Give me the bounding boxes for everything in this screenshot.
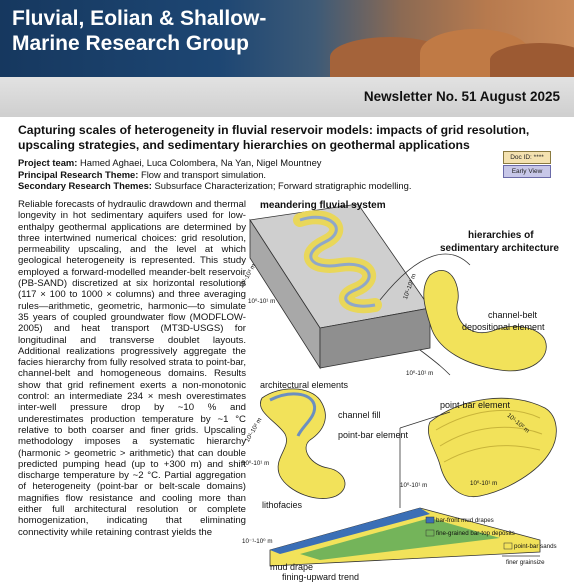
canyon-illustration xyxy=(490,43,574,77)
scale-label: 10⁰-10¹ m xyxy=(470,480,498,487)
project-team: Project team: Hamed Aghaei, Luca Colombera, Na Yan, Nigel Mountney xyxy=(18,157,322,168)
point-bar-label-1: point-bar element xyxy=(338,430,409,440)
legend-bartop: fine-grained bar-top deposits xyxy=(436,530,515,537)
scale-label: 10¹-10³ m xyxy=(238,262,258,290)
channel-belt-label-2: depositional element xyxy=(462,322,545,332)
mud-drape-label: mud drape xyxy=(270,562,314,572)
hierarchies-title-2: sedimentary architecture xyxy=(440,243,559,254)
meandering-title: meandering fluvial system xyxy=(260,200,386,211)
channel-belt-label: channel-belt xyxy=(488,310,538,320)
scale-label: 10⁰-10¹ m xyxy=(248,298,276,305)
scale-label: 10⁰-10¹ m xyxy=(400,482,428,489)
article-title: Capturing scales of heterogeneity in fluvial reservoir models: impacts of grid resolution, upscaling strategies, and sedimentary hierarchies on geothermal applications xyxy=(18,123,530,152)
scale-label: 10⁻¹-10⁰ m xyxy=(242,538,273,545)
secondary-themes: Secondary Research Themes: Subsurface Characterization; Forward stratigraphic modelling. xyxy=(18,180,412,191)
lithofacies-label: lithofacies xyxy=(262,500,303,510)
scale-label: 10⁰-10¹ m xyxy=(242,460,270,467)
legend-mud-drapes: bar-front mud drapes xyxy=(436,517,494,524)
fining-upward-label: fining-upward trend xyxy=(282,572,360,582)
point-bar-label-2: point-bar element xyxy=(440,400,511,410)
article-body: Reliable forecasts of hydraulic drawdown and thermal longevity in hot sedimentary aquifers used for low-enthalpy geothermal applications are determined by three intertwined numerical choices: grid resolution, permeability upscaling, and the level at which geological heterogeneity is represented. This study employed a forward-modelled meander-belt reservoir (PB-SAND) discretized at six horizontal resolutions (117 × 100 to 1000 × columns) and three averaging rules—arithmetic, geometric, harmonic—to simulate 35 years of coupled groundwater flow (MODFLOW-2005) and heat transport (MT3D-USGS) for longitudinal and transverse doublet layouts. Additional realizations progressively aggregate the facies hierarchy from fully resolved strata to point-bar, channel-belt and homogeneous domains. Results show that grid refinement exerts a non-monotonic control: an intermediate 234 × mesh overestimates inter-well pressure drop by ~10 % and underestimates production temperature by ~1 °C relative to both coarser and finer grids. Upscaling methodology imposes a systematic hierarchy (harmonic > geometric > arithmetic) that can double predicted pumping head (up to +300 m) and shift discharge temperature by ~2 °C. Partial aggregation of heterogeneity (point-bar or belt-scale domains) magnifies flow resistance and cooling more than either full architectural resolution or complete homogenization, indicating that eliminating connectivity while retaining contrast yields the xyxy=(18,199,246,538)
doc-id-badge: Doc ID: **** xyxy=(503,151,551,164)
legend-point-bar-sands: point-bar sands xyxy=(514,543,557,550)
scale-label: 10⁰-10¹ m xyxy=(406,370,434,377)
header-banner xyxy=(0,0,574,77)
hierarchies-title: hierarchies of xyxy=(468,230,534,241)
scale-label: 10¹-10³ m xyxy=(402,272,418,301)
scale-label: 10¹-10² m xyxy=(244,416,264,444)
finer-grainsize-label: finer grainsize xyxy=(506,559,545,566)
early-view-button[interactable]: Early View xyxy=(503,165,551,178)
article-meta xyxy=(18,157,498,192)
newsletter-band xyxy=(0,77,574,117)
channel-fill-label: channel fill xyxy=(338,410,381,420)
group-name: Fluvial, Eolian & Shallow-Marine Research Group xyxy=(12,7,267,55)
newsletter-number: Newsletter No. 51 August 2025 xyxy=(363,89,560,104)
hierarchy-figure xyxy=(240,190,574,582)
architectural-elements-label: architectural elements xyxy=(260,380,349,390)
principal-theme: Principal Research Theme: Flow and transport simulation. xyxy=(18,168,267,180)
scale-label: 10¹-10² m xyxy=(505,412,531,435)
